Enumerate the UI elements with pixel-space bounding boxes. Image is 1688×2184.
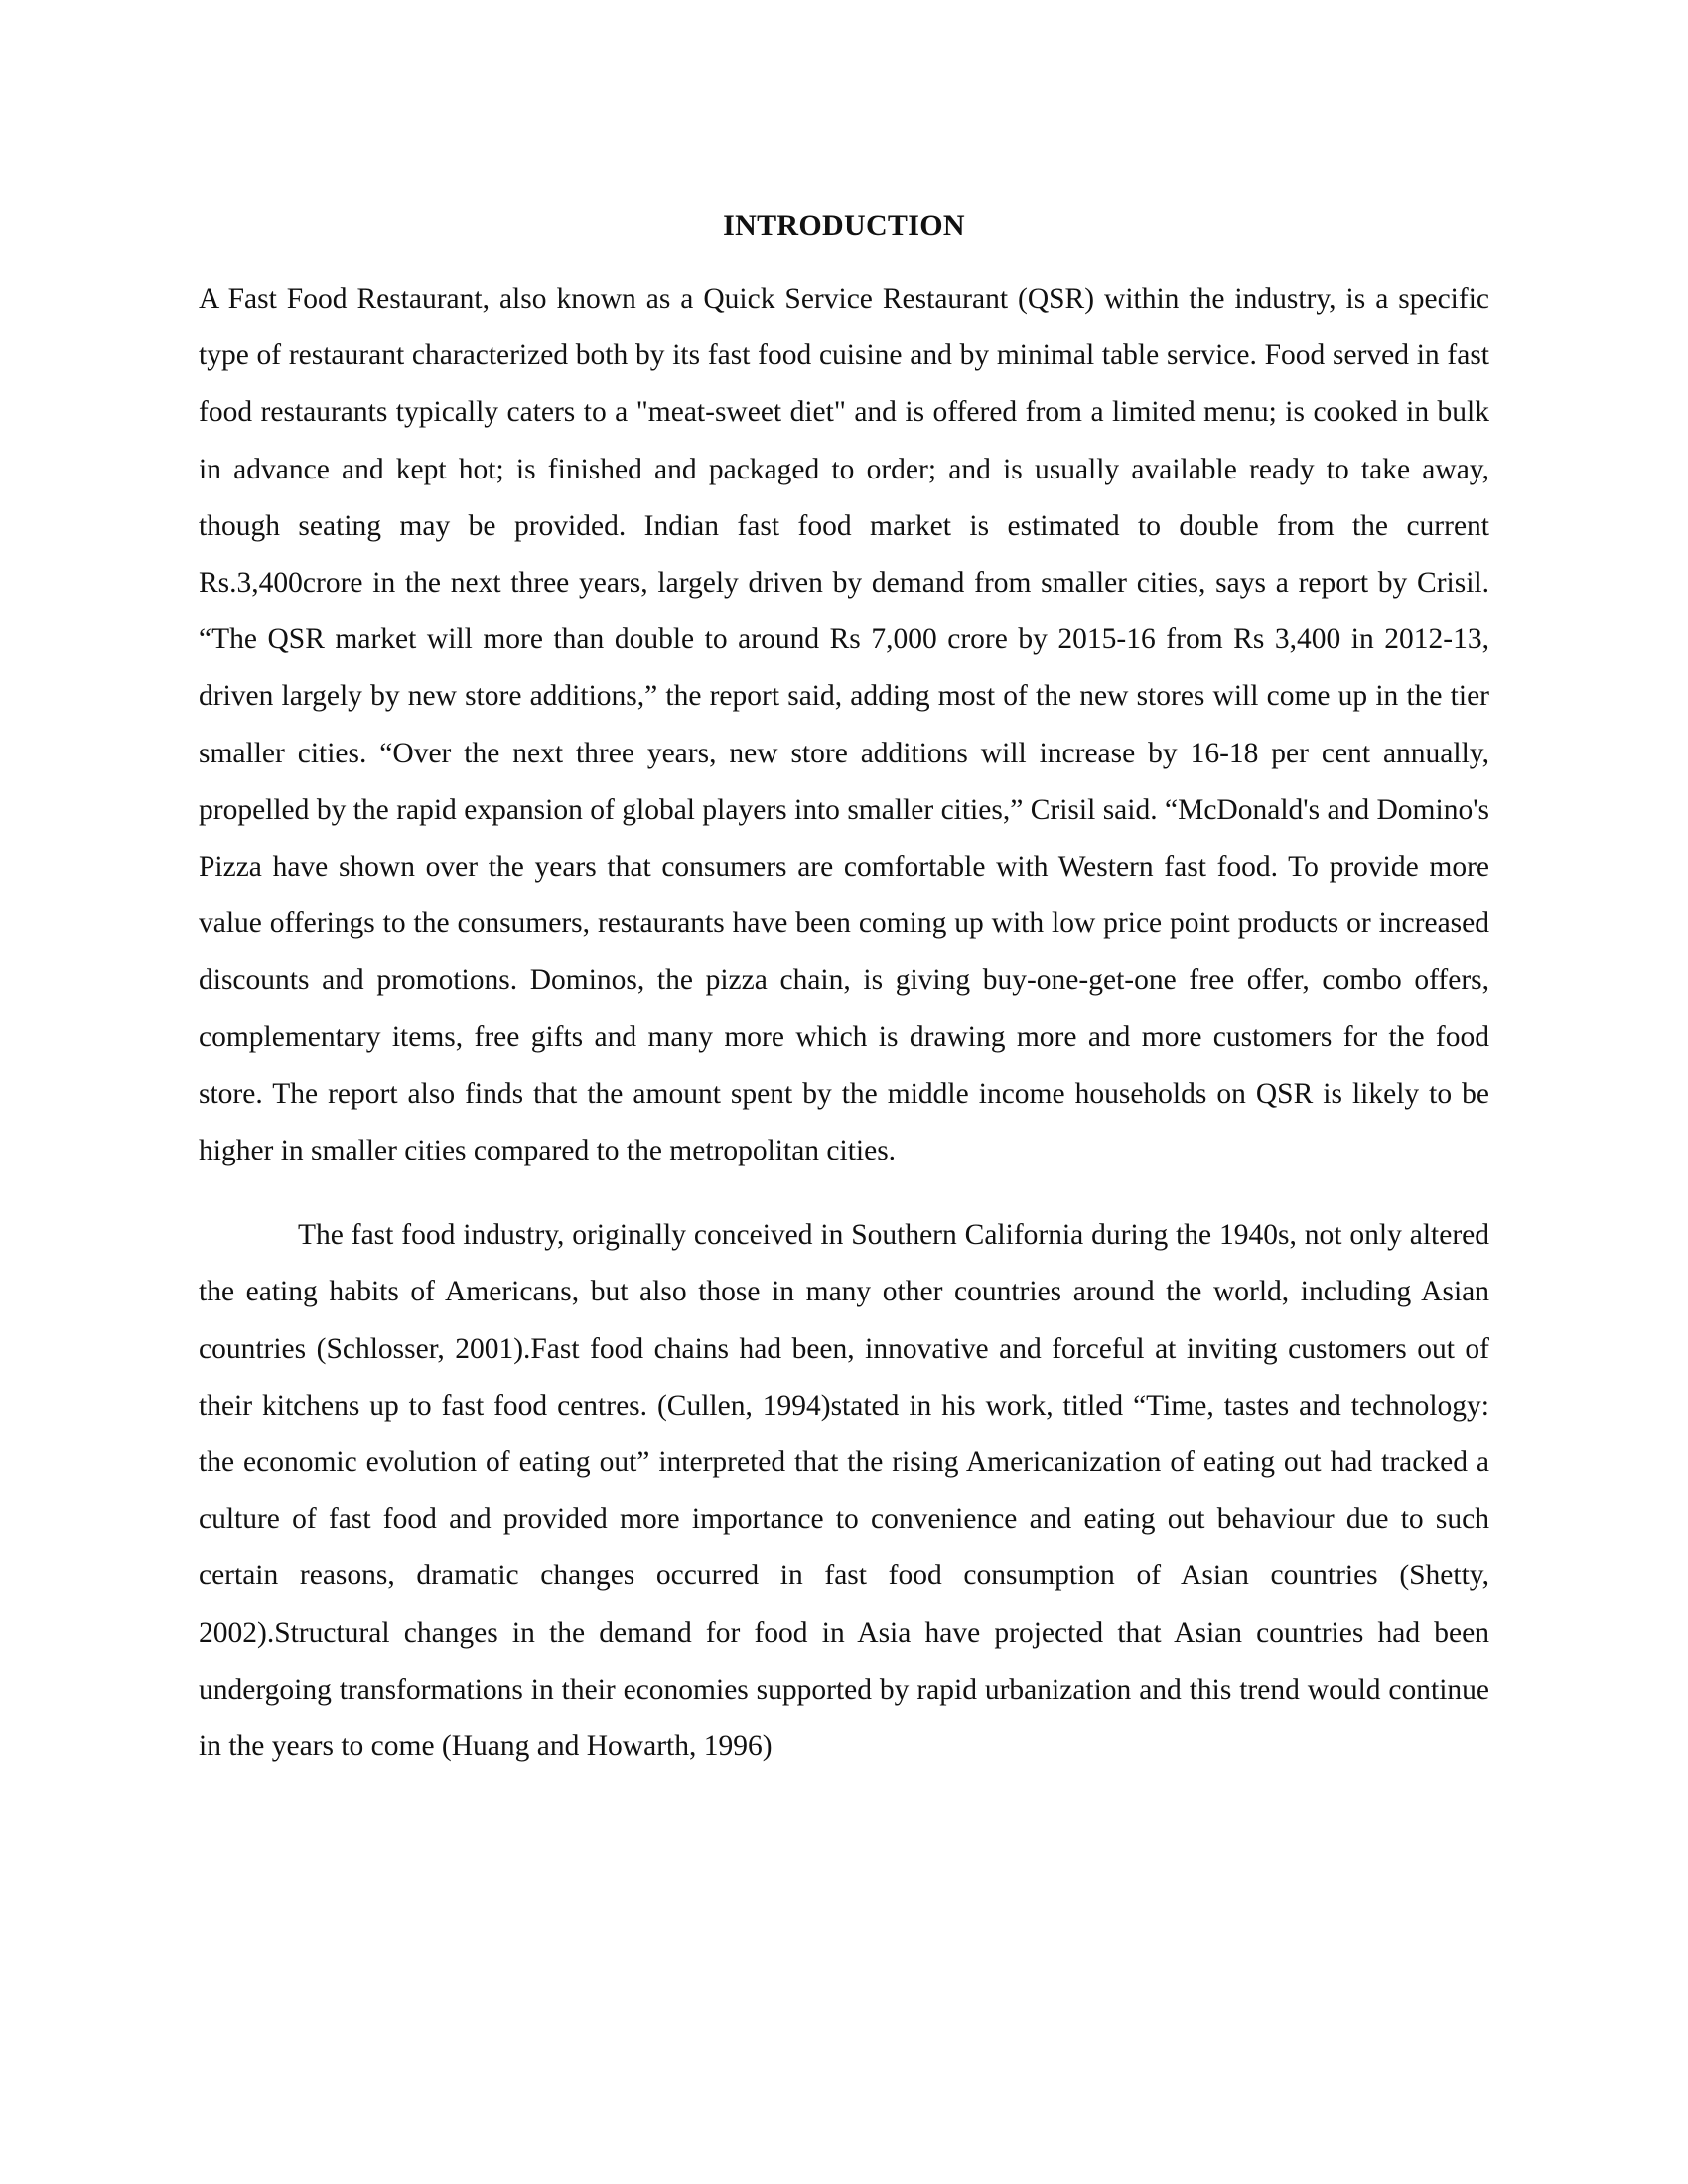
paragraph-fast-food-history: The fast food industry, originally conceived in Southern California during the 1940s, not only altered the eating habits of Americans, but also those in many other countries around the world, including Asian countries (Schlosser, 2001).Fast food chains had been, innovative and forceful at inviting customers out of their kitchens up to fast food centres. (Cullen, 1994)stated in his work, titled “Time, tastes and technology: the economic evolution of eating out” interpreted that the rising Americanization of eating out had tracked a culture of fast food and provided more importance to convenience and eating out behaviour due to such certain reasons, dramatic changes occurred in fast food consumption of Asian countries (Shetty, 2002).Structural changes in the demand for food in Asia have projected that Asian countries had been undergoing transformations in their economies supported by rapid urbanization and this trend would continue in the years to come (Huang and Howarth, 1996) bbox=[199, 1219, 1489, 1763]
page-title: INTRODUCTION bbox=[723, 209, 965, 242]
document-page bbox=[199, 206, 1489, 1775]
paragraph-qsr-overview: A Fast Food Restaurant, also known as a Quick Service Restaurant (QSR) within the industry, is a specific type of restaurant characterized both by its fast food cuisine and by minimal table service. Food served in fast food restaurants typically caters to a "meat-sweet diet" and is offered from a limited menu; is cooked in bulk in advance and kept hot; is finished and packaged to order; and is usually available ready to take away, though seating may be provided. Indian fast food market is estimated to double from the current Rs.3,400crore in the next three years, largely driven by demand from smaller cities, says a report by Crisil. “The QSR market will more than double to around Rs 7,000 crore by 2015-16 from Rs 3,400 in 2012-13, driven largely by new store additions,” the report said, adding most of the new stores will come up in the tier smaller cities. “Over the next three years, new store additions will increase by 16-18 per cent annually, propelled by the rapid expansion of global players into smaller cities,” Crisil said. “McDonald's and Domino's Pizza have shown over the years that consumers are comfortable with Western fast food. To provide more value offerings to the consumers, restaurants have been coming up with low price point products or increased discounts and promotions. Dominos, the pizza chain, is giving buy-one-get-one free offer, combo offers, complementary items, free gifts and many more which is drawing more and more customers for the food store. The report also finds that the amount spent by the middle income households on QSR is likely to be higher in smaller cities compared to the metropolitan cities. bbox=[199, 283, 1489, 1167]
